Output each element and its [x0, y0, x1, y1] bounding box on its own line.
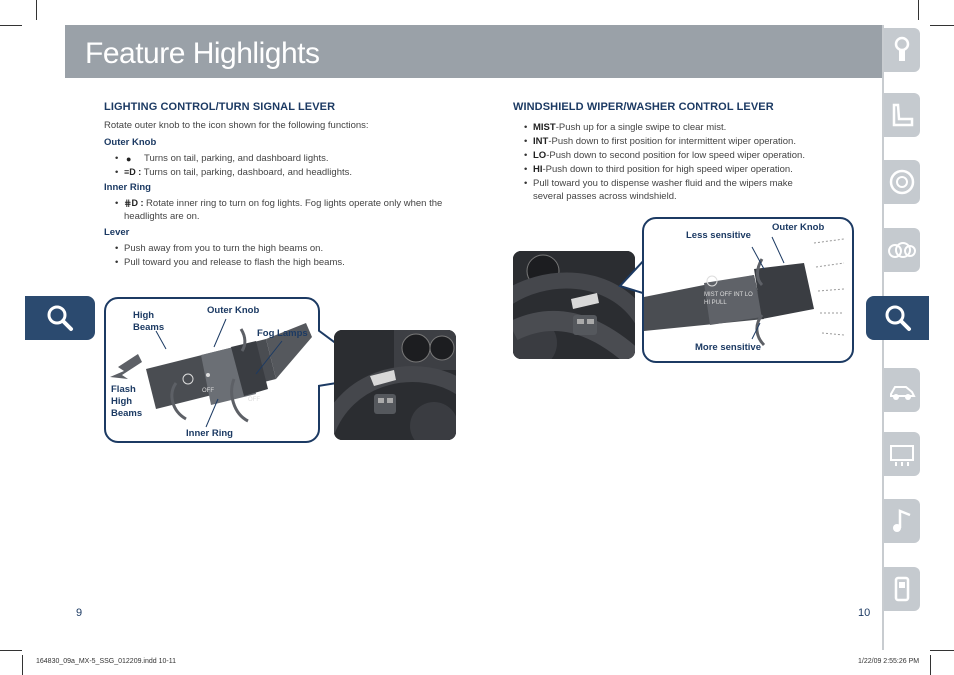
music-note-icon — [888, 507, 916, 535]
list-item: • Pull toward you to dispense washer fluid and the wipers make several passes across windshield. — [513, 177, 818, 203]
off-label: OFF — [248, 397, 260, 403]
crop-mark — [36, 0, 37, 20]
outer-knob-heading: Outer Knob — [104, 137, 157, 148]
tab-climate[interactable] — [884, 432, 920, 476]
footer-filename: 164830_09a_MX-5_SSG_012209.indd 10-11 — [36, 658, 176, 665]
climate-icon — [888, 440, 916, 468]
wiper-section-title: WINDSHIELD WIPER/WASHER CONTROL LEVER — [513, 101, 774, 113]
steering-wheel-photo — [513, 251, 635, 359]
search-tab-left[interactable] — [25, 296, 95, 340]
tab-key[interactable] — [884, 28, 920, 72]
high-beams-label: High Beams — [133, 310, 165, 333]
steering-column-photo-left — [334, 330, 456, 440]
fog-lamps-label: Fog Lamps — [257, 328, 308, 339]
list-item: • Push away from you to turn the high beams on. — [104, 242, 459, 255]
page-title: Feature Highlights — [85, 37, 320, 70]
steering-wheel-icon — [888, 168, 916, 196]
parking-light-icon: • ● — [126, 154, 132, 164]
crop-mark — [0, 650, 22, 651]
more-sensitive-label: More sensitive — [695, 342, 761, 353]
list-item: • INT-Push down to first position for intermittent wiper operation. — [513, 135, 843, 148]
key-icon — [888, 36, 916, 64]
inner-ring-heading: Inner Ring — [104, 182, 151, 193]
inner-ring-label: Inner Ring — [186, 428, 233, 439]
crop-mark — [0, 25, 22, 26]
lever-heading: Lever — [104, 227, 130, 238]
outer-knob-label: Outer Knob — [207, 305, 260, 316]
car-icon — [888, 376, 916, 404]
list-item: • ● Turns on tail, parking, and dashboard lights. — [104, 152, 459, 165]
lever-markings: MIST OFF INT LO HI PULL — [704, 292, 753, 306]
footer-timestamp: 1/22/09 2:55:26 PM — [858, 658, 920, 665]
wiper-lever-diagram — [642, 217, 854, 363]
crop-mark — [930, 655, 931, 675]
list-item: • ≡D : Turns on tail, parking, dashboard, and headlights. — [104, 166, 459, 179]
tab-seat[interactable] — [884, 93, 920, 137]
list-item: • Pull toward you and release to flash the high beams. — [104, 256, 459, 269]
less-sensitive-label: Less sensitive — [686, 230, 751, 241]
seat-icon — [888, 101, 916, 129]
fog-light-icon: ⋕D : — [124, 198, 147, 208]
page-header — [65, 25, 883, 78]
wiper-section — [513, 119, 843, 204]
off-label: OFF — [202, 388, 214, 394]
magnifier-icon — [882, 302, 914, 334]
phone-icon — [888, 575, 916, 603]
crop-mark — [930, 650, 954, 651]
lighting-intro: Rotate outer knob to the icon shown for the following functions: — [104, 120, 369, 131]
flash-arrow-icon — [110, 354, 142, 379]
lighting-lever-diagram — [104, 297, 320, 443]
list-item: • MIST-Push up for a single swipe to clear mist. — [513, 121, 843, 134]
gauges-icon — [888, 236, 916, 264]
list-item: • LO-Push down to second position for low speed wiper operation. — [513, 149, 843, 162]
list-item: • ⋕D : Rotate inner ring to turn on fog lights. Fog lights operate only when the headlights are on. — [104, 197, 459, 223]
search-tab-right[interactable] — [866, 296, 929, 340]
lighting-section-title: LIGHTING CONTROL/TURN SIGNAL LEVER — [104, 101, 336, 113]
page-number-left: 9 — [76, 607, 83, 619]
tab-phone[interactable] — [884, 567, 920, 611]
headlight-icon: ≡D : — [124, 167, 144, 177]
outer-knob-label: Outer Knob — [772, 222, 825, 233]
lighting-section — [104, 119, 459, 270]
steering-column-photo-right — [513, 251, 635, 359]
crop-mark — [930, 25, 954, 26]
tab-car[interactable] — [884, 368, 920, 412]
steering-wheel-photo — [334, 330, 456, 440]
page-number-right: 10 — [858, 607, 871, 619]
tab-gauges[interactable] — [884, 228, 920, 272]
magnifier-icon — [44, 302, 76, 334]
crop-mark — [22, 655, 23, 675]
flash-high-beams-label: Flash High Beams — [111, 384, 143, 419]
tab-steering[interactable] — [884, 160, 920, 204]
crop-mark — [918, 0, 919, 20]
tab-music[interactable] — [884, 499, 920, 543]
list-item: • HI-Push down to third position for high speed wiper operation. — [513, 163, 843, 176]
